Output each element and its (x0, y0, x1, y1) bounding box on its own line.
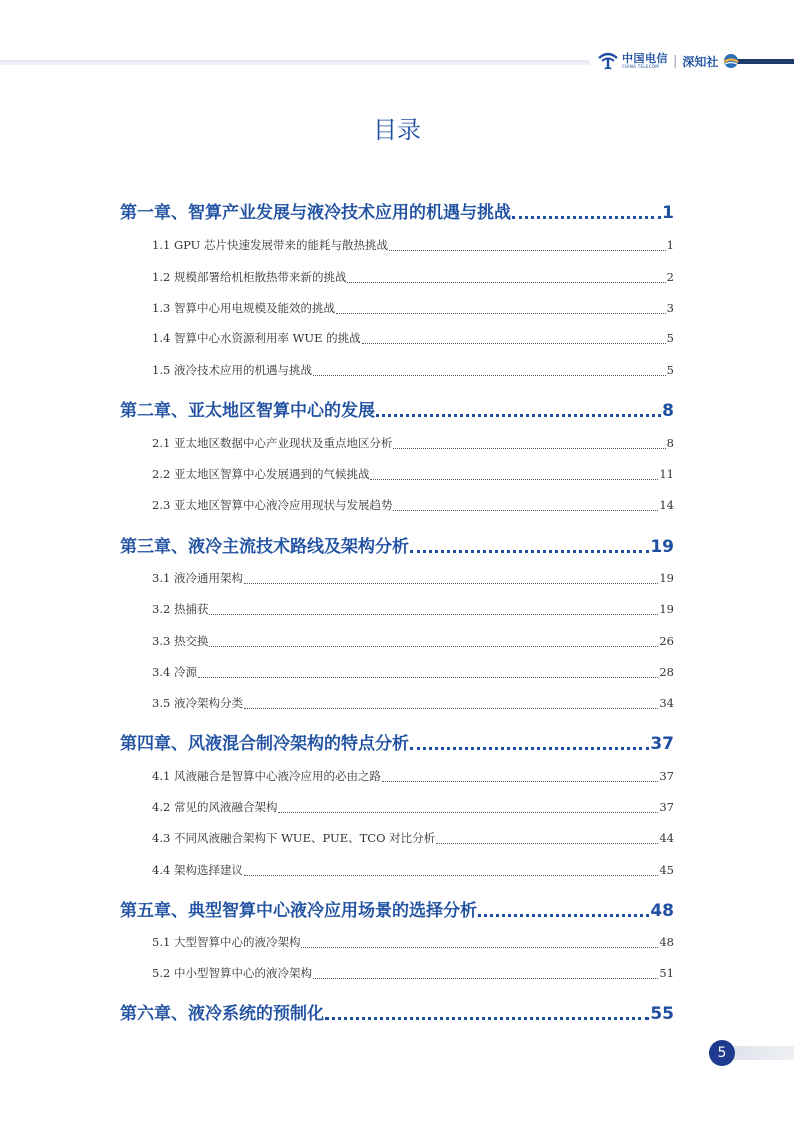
toc-section-row[interactable] (152, 362, 674, 380)
header-accent-bar (732, 59, 794, 64)
toc-entry-label: 2.2 亚太地区智算中心发展遇到的气候挑战 (152, 467, 370, 481)
toc-section-row[interactable] (152, 269, 674, 287)
toc-entry-label: 4.2 常见的风液融合架构 (152, 800, 278, 814)
toc-dot-leader (410, 747, 649, 750)
logo-english-name: CHINA TELECOM (622, 64, 659, 69)
toc-section-row[interactable] (152, 330, 674, 348)
toc-entry-label: 5.2 中小型智算中心的液冷架构 (152, 966, 312, 980)
toc-page-number: 48 (659, 935, 674, 949)
toc-dot-leader (347, 282, 665, 283)
toc-page-number: 19 (659, 602, 674, 616)
toc-dot-leader (244, 708, 658, 709)
page-number-badge: 5 (709, 1040, 735, 1066)
toc-page-number: 28 (659, 665, 674, 679)
toc-page-number: 45 (659, 863, 674, 877)
toc-section-row[interactable] (152, 435, 674, 453)
toc-page-number: 8 (662, 401, 674, 421)
header-rule (0, 60, 590, 65)
header-logo (597, 49, 739, 73)
toc-dot-leader (301, 947, 658, 948)
toc-dot-leader (389, 250, 666, 251)
toc-page-number: 26 (659, 634, 674, 648)
toc-page-number: 34 (659, 696, 674, 710)
brand-globe-icon (723, 53, 739, 69)
toc-page-number: 1 (666, 238, 674, 252)
toc-chapter-row[interactable] (120, 896, 674, 922)
toc-entry-label: 第四章、风液混合制冷架构的特点分析 (120, 734, 409, 754)
toc-dot-leader (313, 978, 658, 979)
toc-entry-label: 1.3 智算中心用电规模及能效的挑战 (152, 301, 335, 315)
toc-entry-label: 3.1 液冷通用架构 (152, 571, 243, 585)
toc-page-number: 37 (659, 769, 674, 783)
toc-dot-leader (362, 343, 666, 344)
toc-dot-leader (478, 914, 649, 917)
toc-section-row[interactable] (152, 570, 674, 588)
toc-entry-label: 第六章、液冷系统的预制化 (120, 1004, 324, 1024)
toc-page-number: 51 (659, 966, 674, 980)
toc-entry-label: 3.3 热交换 (152, 634, 209, 648)
logo-separator: | (673, 53, 678, 69)
toc-page-number: 48 (650, 901, 674, 921)
toc-section-row[interactable] (152, 497, 674, 515)
toc-page-number: 37 (659, 800, 674, 814)
toc-entry-label: 4.3 不同风液融合架构下 WUE、PUE、TCO 对比分析 (152, 831, 436, 845)
toc-section-row[interactable] (152, 237, 674, 255)
toc-dot-leader (209, 646, 658, 647)
toc-section-row[interactable] (152, 300, 674, 318)
toc-entry-label: 3.4 冷源 (152, 665, 197, 679)
toc-entry-label: 1.1 GPU 芯片快速发展带来的能耗与散热挑战 (152, 238, 389, 252)
toc-page-number: 5 (666, 363, 674, 377)
toc-entry-label: 2.3 亚太地区智算中心液冷应用现状与发展趋势 (152, 498, 393, 512)
page-title: 目录 (373, 116, 421, 144)
toc-section-row[interactable] (152, 695, 674, 713)
toc-section-row[interactable] (152, 768, 674, 786)
toc-page-number: 2 (666, 270, 674, 284)
toc-dot-leader (325, 1017, 649, 1020)
toc-page-number: 37 (650, 734, 674, 754)
brand-name: 深知社 (682, 54, 719, 69)
toc-dot-leader (393, 448, 665, 449)
toc-page-number: 3 (666, 301, 674, 315)
toc-dot-leader (313, 375, 666, 376)
toc-page-number: 44 (659, 831, 674, 845)
toc-entry-label: 第五章、典型智算中心液冷应用场景的选择分析 (120, 901, 477, 921)
toc-section-row[interactable] (152, 664, 674, 682)
toc-entry-label: 2.1 亚太地区数据中心产业现状及重点地区分析 (152, 436, 393, 450)
toc-entry-label: 第二章、亚太地区智算中心的发展 (120, 401, 375, 421)
toc-page-number: 11 (659, 467, 674, 481)
toc-chapter-row[interactable] (120, 532, 674, 558)
toc-page-number: 8 (666, 436, 674, 450)
toc-entry-label: 1.2 规模部署给机柜散热带来新的挑战 (152, 270, 347, 284)
toc-chapter-row[interactable] (120, 396, 674, 422)
toc-entry-label: 第三章、液冷主流技术路线及架构分析 (120, 537, 409, 557)
toc-section-row[interactable] (152, 799, 674, 817)
toc-section-row[interactable] (152, 466, 674, 484)
toc-dot-leader (382, 781, 658, 782)
china-telecom-logo-icon (597, 52, 619, 70)
logo-chinese-name: 中国电信 (622, 52, 668, 65)
toc-dot-leader (410, 550, 649, 553)
toc-dot-leader (244, 875, 658, 876)
toc-chapter-row[interactable] (120, 729, 674, 755)
toc-chapter-row[interactable] (120, 198, 674, 224)
toc-page-number: 5 (666, 331, 674, 345)
toc-entry-label: 5.1 大型智算中心的液冷架构 (152, 935, 301, 949)
toc-entry-label: 4.4 架构选择建议 (152, 863, 243, 877)
toc-entry-label: 1.4 智算中心水资源利用率 WUE 的挑战 (152, 331, 361, 345)
toc-dot-leader (244, 583, 658, 584)
toc-page-number: 55 (650, 1004, 674, 1024)
toc-dot-leader (376, 414, 661, 417)
toc-section-row[interactable] (152, 934, 674, 952)
toc-page-number: 1 (662, 203, 674, 223)
toc-chapter-row[interactable] (120, 999, 674, 1025)
toc-dot-leader (512, 216, 661, 219)
toc-section-row[interactable] (152, 633, 674, 651)
toc-section-row[interactable] (152, 601, 674, 619)
toc-dot-leader (278, 812, 658, 813)
toc-page-number: 14 (659, 498, 674, 512)
page-number-bar (728, 1046, 794, 1060)
toc-dot-leader (370, 479, 658, 480)
toc-dot-leader (393, 510, 658, 511)
toc-entry-label: 1.5 液冷技术应用的机遇与挑战 (152, 363, 312, 377)
toc-section-row[interactable] (152, 862, 674, 880)
toc-dot-leader (336, 313, 666, 314)
toc-dot-leader (209, 614, 658, 615)
toc-entry-label: 4.1 风液融合是智算中心液冷应用的必由之路 (152, 769, 381, 783)
toc-entry-label: 3.5 液冷架构分类 (152, 696, 243, 710)
toc-entry-label: 第一章、智算产业发展与液冷技术应用的机遇与挑战 (120, 203, 511, 223)
toc-section-row[interactable] (152, 830, 674, 848)
toc-section-row[interactable] (152, 965, 674, 983)
toc-page-number: 19 (650, 537, 674, 557)
toc-entry-label: 3.2 热捕获 (152, 602, 209, 616)
toc-dot-leader (436, 843, 658, 844)
toc-dot-leader (198, 677, 658, 678)
toc-page-number: 19 (659, 571, 674, 585)
